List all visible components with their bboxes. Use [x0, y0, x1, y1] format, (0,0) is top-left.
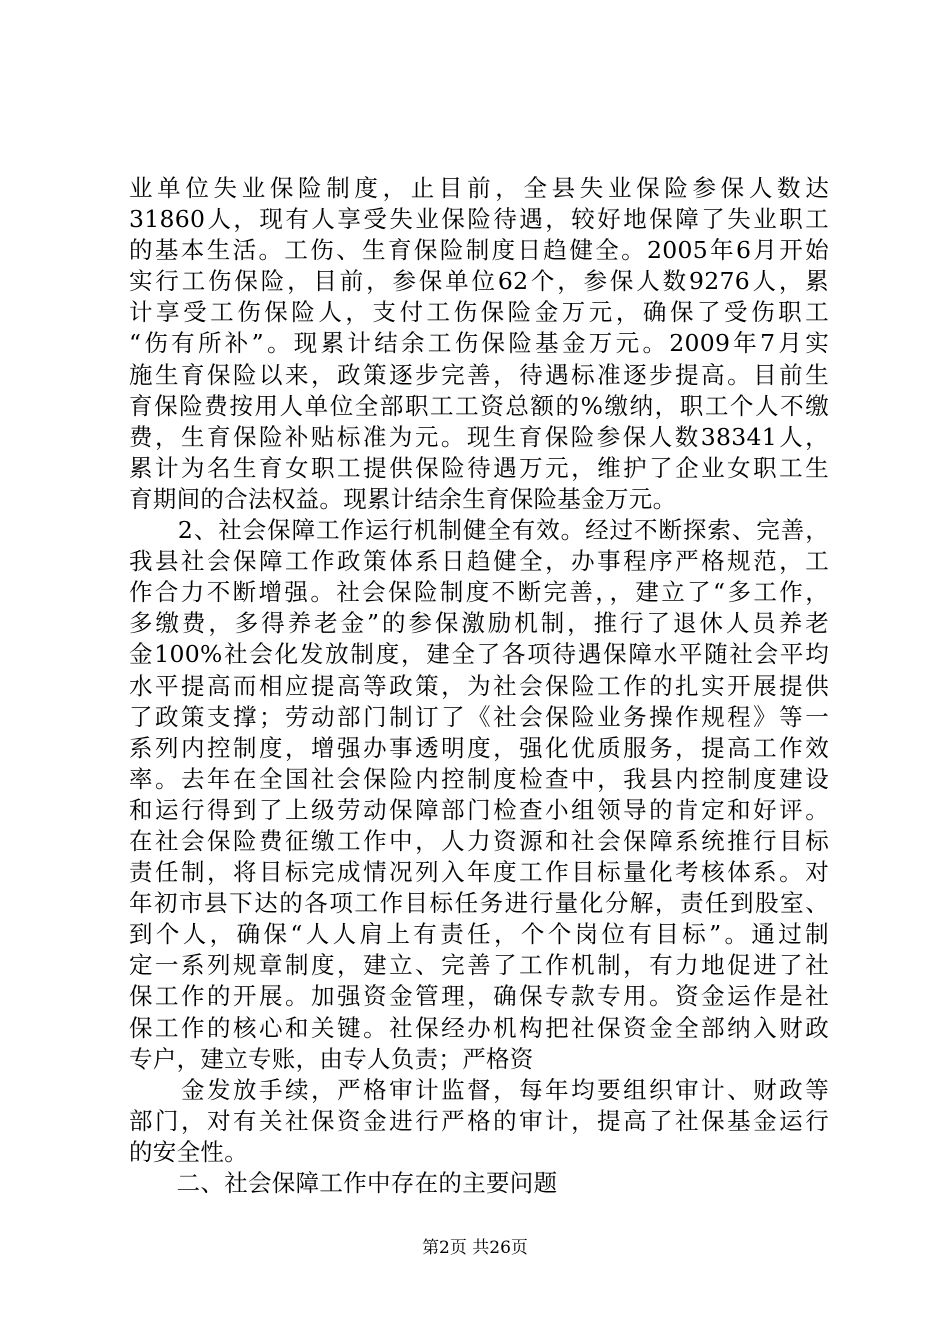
text-line: 部门，对有关社保资金进行严格的审计，提高了社保基金运行	[129, 1106, 829, 1135]
text-line: 实行工伤保险，目前，参保单位62个，参保人数9276人，累	[129, 267, 829, 296]
text-line: 二、社会保障工作中存在的主要问题	[129, 1169, 558, 1197]
text-line: 2、社会保障工作运行机制健全有效。经过不断探索、完善，	[129, 516, 829, 545]
text-line: 专户，建立专账，由专人负责；严格资	[129, 1044, 534, 1073]
text-line: 的安全性。	[129, 1137, 248, 1166]
text-line: 责任制，将目标完成情况列入年度工作目标量化考核体系。对	[129, 858, 829, 887]
text-line: 保工作的核心和关键。社保经办机构把社保资金全部纳入财政	[129, 1013, 829, 1042]
text-line: 费，生育保险补贴标准为元。现生育保险参保人数38341人，	[129, 422, 829, 451]
text-line: 率。去年在全国社会保险内控制度检查中，我县内控制度建设	[129, 764, 829, 793]
text-line: 的基本生活。工伤、生育保险制度日趋健全。2005年6月开始	[129, 236, 829, 265]
text-line: 金发放手续，严格审计监督，每年均要组织审计、财政等	[129, 1075, 829, 1104]
text-line: 计享受工伤保险人，支付工伤保险金万元，确保了受伤职工	[129, 298, 829, 327]
text-line: 到个人，确保“人人肩上有责任，个个岗位有目标”。通过制	[129, 920, 829, 949]
text-line: 31860人，现有人享受失业保险待遇，较好地保障了失业职工	[129, 205, 829, 234]
text-line: 在社会保险费征缴工作中，人力资源和社会保障系统推行目标	[129, 826, 829, 855]
text-line: 多缴费，多得养老金”的参保激励机制，推行了退休人员养老	[129, 609, 829, 638]
text-line: 了政策支撑；劳动部门制订了《社会保险业务操作规程》等一	[129, 702, 829, 731]
text-line: 施生育保险以来，政策逐步完善，待遇标准逐步提高。目前生	[129, 360, 829, 389]
text-line: 育保险费按用人单位全部职工工资总额的%缴纳，职工个人不缴	[129, 391, 829, 420]
text-line: 作合力不断增强。社会保险制度不断完善，，建立了“多工作，	[129, 578, 829, 607]
text-line: 系列内控制度，增强办事透明度，强化优质服务，提高工作效	[129, 733, 829, 762]
text-line: 我县社会保障工作政策体系日趋健全，办事程序严格规范，工	[129, 547, 829, 576]
text-line: 业单位失业保险制度，止目前，全县失业保险参保人数达	[129, 174, 829, 202]
text-line: 水平提高而相应提高等政策，为社会保险工作的扎实开展提供	[129, 671, 829, 700]
text-line: 累计为名生育女职工提供保险待遇万元，维护了企业女职工生	[129, 453, 829, 482]
text-line: “伤有所补”。现累计结余工伤保险基金万元。2009年7月实	[129, 329, 829, 358]
document-body	[129, 173, 829, 1199]
text-line: 定一系列规章制度，建立、完善了工作机制，有力地促进了社	[129, 951, 829, 980]
text-line: 育期间的合法权益。现累计结余生育保险基金万元。	[129, 484, 677, 513]
page-footer: 第2页 共26页	[422, 1238, 528, 1258]
text-line: 保工作的开展。加强资金管理，确保专款专用。资金运作是社	[129, 982, 829, 1011]
text-line: 和运行得到了上级劳动保障部门检查小组领导的肯定和好评。	[129, 795, 829, 824]
text-line: 年初市县下达的各项工作目标任务进行量化分解，责任到股室、	[129, 889, 829, 918]
text-line: 金100%社会化发放制度，建全了各项待遇保障水平随社会平均	[129, 640, 829, 669]
